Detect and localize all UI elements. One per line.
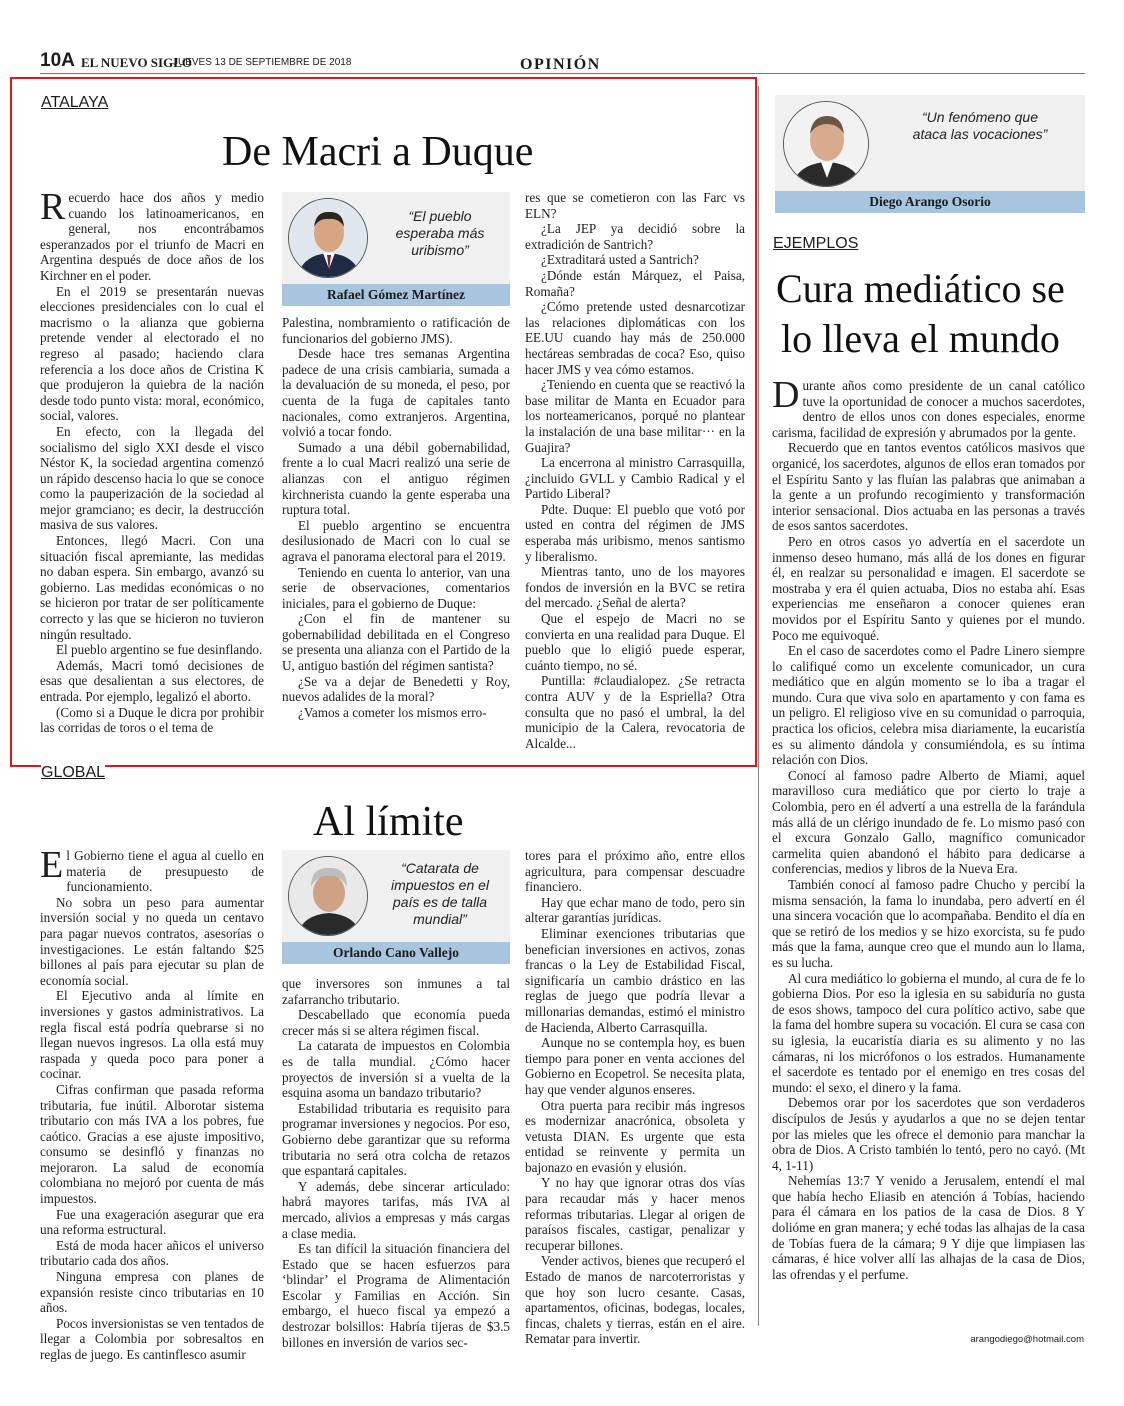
paragraph: La catarata de impuestos en Colombia es de talla mundial. ¿Cómo hacer proyectos de inversión si a vuelta de la esquina asoma un bandazo tributario?: [282, 1038, 510, 1101]
paragraph: Pocos inversionistas se ven tentados de llegar a Colombia por sobresaltos en reglas de juego. Es cantinflesco asumir: [40, 1315, 264, 1362]
paragraph: Está de moda hacer añicos el universo tributario cada dos años.: [40, 1237, 264, 1269]
paragraph: Que el espejo de Macri no se convierta en una realidad para Duque. El pueblo que lo eligió puede esperar, cuánto tiempo, no sé.: [525, 611, 745, 673]
paragraph: En el caso de sacerdotes como el Padre Linero siempre lo califiqué como un excelente comunicador, un cura mediático que en algún momento se lo iba a tragar el mundo. Cura que viva solo en apartamento y con fama es un peligro. El religioso vive en su comunidad o parroquia, practica los oficios, celebra misa diariamente, la eucaristía es su alimento dándola y consumiéndola, es su íntima relación con Dios.: [772, 643, 1085, 768]
atalaya-kicker: ATALAYA: [41, 94, 109, 111]
atalaya-column-3: [525, 190, 745, 751]
paragraph: ¿Teniendo en cuenta que se reactivó la base militar de Manta en Ecuador para los norteamericanos, porqué no plantear la instalación de una base militar··· en la Guajira?: [525, 377, 745, 455]
author-photo: [288, 856, 368, 936]
paragraph: El pueblo argentino se encuentra desilusionado de Macri con lo cual se agrava el panorama electoral para el 2019.: [282, 517, 510, 564]
paragraph: ¿Extraditará usted a Santrich?: [541, 252, 699, 268]
atalaya-dropcap: R: [40, 186, 66, 228]
paragraph: Entonces, llegó Macri. Con una situación fiscal apremiante, las medidas no daban espera. Sin embargo, avanzó su gobierno. Las medidas económicas o no se hicieron por tratar de ser políticamente correcto y las que se hicieron no tuvieron ningún resultado.: [40, 533, 264, 642]
ejemplos-title-line-2: lo lleva el mundo: [781, 316, 1060, 361]
global-column-2: [282, 976, 510, 1350]
page-number: 10A: [40, 50, 75, 71]
person-portrait-icon: [289, 857, 368, 936]
paragraph: que inversores son inmunes a tal zafarrancho tributario.: [282, 976, 510, 1007]
global-dropcap: E: [40, 844, 64, 886]
paragraph: Teniendo en cuenta lo anterior, van una serie de observaciones, comentarios iniciales, para el gobierno de Duque:: [282, 564, 510, 611]
paragraph: ¿Con el fin de mantener su gobernabilidad debilitada en el Congreso se presenta una alianza con el Partido de la U, antiguo bastión del régimen santista?: [282, 611, 510, 674]
global-col1-p1: El Gobierno tiene el agua al cuello en materia de presupuesto de funcionamiento.: [40, 844, 264, 895]
paragraph: Hay que echar mano de todo, pero sin alterar garantías jurídicas.: [525, 894, 745, 926]
paragraph: El pueblo argentino se fue desinflando.: [56, 642, 263, 658]
atalaya-pull-quote: “El pueblo esperaba más uribismo”: [395, 208, 485, 258]
global-column-3: [525, 848, 745, 1347]
newspaper-name: EL NUEVO SIGLO: [81, 55, 192, 70]
atalaya-author-box: [282, 192, 510, 306]
paragraph: Puntilla: #claudialopez. ¿Se retracta contra AUV y de la Espriella? Otra consulta que no pasó el umbral, la del municipio de la Calera, revocatoria de Alcalde...: [525, 673, 745, 751]
paragraph: tores para el próximo año, entre ellos agricultura, para compensar descuadre financiero.: [525, 848, 745, 895]
ejemplos-pull-quote: “Un fenómeno que ataca las vocaciones”: [912, 109, 1048, 142]
atalaya-column-2: [282, 315, 510, 720]
global-title: Al límite: [313, 799, 464, 845]
paragraph: Y no hay que ignorar otras dos vías para recaudar más y hacer menos reformas tributarias. Llegar al origen de paraísos fiscales, castigar, penalizar y recuperar billones.: [525, 1175, 745, 1253]
paragraph: Sumado a una débil gobernabilidad, frente a lo cual Macri realizó una serie de alianzas con el antiguo régimen kirchnerista cuando la gente esperaba una ruptura total.: [282, 439, 510, 518]
global-author-box: [282, 850, 510, 964]
paragraph: Desde hace tres semanas Argentina padece de una crisis cambiaria, sumada a la devaluación de su moneda, el peso, por cuenta de la fuga de capitales tanto nacionales, como extranjeros. Argentina, volvió a tocar fondo.: [282, 346, 510, 440]
author-photo: [783, 101, 869, 187]
paragraph: Vender activos, bienes que recuperó el Estado de manos de narcoterroristas y que hoy son lucro cesante. Casas, apartamentos, oficinas, bodegas, locales, fincas, chalets y tierras, están en el aire. Rematar para invertir.: [525, 1253, 745, 1347]
ejemplos-author-name: Diego Arango Osorio: [775, 191, 1085, 213]
atalaya-col1-p1: Recuerdo hace dos años y medio cuando los latinoamericanos, en general, nos encontrábamos esperanzados por el triunfo de Macri en Argentina después de doce años de los Kirchner en el poder.: [40, 186, 264, 283]
section-title: OPINIÓN: [520, 56, 601, 73]
global-pull-quote: “Catarata de impuestos en el país es de talla mundial”: [390, 860, 490, 927]
paragraph: Al cura mediático lo gobierna el mundo, al cura de fe lo gobierna Dios. Por eso la iglesia en su sabiduría no gusta de esos shows, tampoco del cura político activo, sabe que la fama del hombre supera su vocación. El cura se casa con su iglesia, la eucaristía diaria es su alimento y no las cámaras, ni los micrófonos o los estrados. Humanamente el sacerdote es tentado por el enemigo en tres cosas del mundo: el sexo, el dinero y la fama.: [772, 970, 1085, 1095]
author-email: arangodiego@hotmail.com: [970, 1334, 1084, 1345]
global-column-1: [40, 844, 264, 1363]
ejemplos-column: [772, 374, 1085, 1282]
paragraph: Aunque no se contempla hoy, es buen tiempo para poner en venta acciones del Gobierno en Ecopetrol. Se necesita plata, hay que vender algunos enseres.: [525, 1035, 745, 1097]
person-portrait-icon: [784, 102, 869, 187]
paragraph: res que se cometieron con las Farc vs ELN?: [525, 190, 745, 221]
paragraph: Cifras confirman que pasada reforma tributaria, fue inútil. Alborotar sistema tributario con más IVA a los pobres, fue caótico. Gracias a ese ajuste impositivo, consumo se desinfló y finanzas no mejoraron. La salud de economía colombiana no mejoró por cuenta de más impuestos.: [40, 1081, 264, 1207]
author-photo: [288, 198, 368, 278]
paragraph: Pdte. Duque: El pueblo que votó por usted en contra del régimen de JMS esperaba más uribismo, menos santismo y liberalismo.: [525, 501, 745, 564]
paragraph: Eliminar exenciones tributarias que benefician inversiones en activos, zonas francas o la Ley de Estabilidad Fiscal, significaría un cambio drástico en las reglas de juego que podría llevar a millonarias demandas, estimó el ministro de Hacienda, Alberto Carrasquilla.: [525, 925, 745, 1035]
ejemplos-title-line-1: Cura mediático se: [776, 266, 1065, 311]
paragraph: Ninguna empresa con planes de expansión resiste cinco tributarias en 10 años.: [40, 1269, 264, 1316]
paragraph: Y además, debe sincerar articulado: habrá mayores tarifas, más IVA al mercado, alivios a empresas y más cargas a clase media.: [282, 1178, 510, 1241]
paragraph: Nehemías 13:7 Y venido a Jerusalem, entendí el mal que había hecho Eliasib en atención á Tobías, haciendo para él cámara en los patios de la casa de Dios. 8 Y dolióme en gran manera; y eché todas las alhajas de la casa de Tobías fuera de la cámara; 9 Y dije que limpiasen las cámaras, é hice volver allí las alhajas de la casa de Dios, las ofrendas y el perfume.: [772, 1173, 1085, 1282]
paragraph: Conocí al famoso padre Alberto de Miami, aquel maravilloso cura mediático que por cierto lo traje a Colombia, pero en él advertí a una estrella de la farándula más allá de un clérigo inundado de fe. Lo mismo pasó con el excura Gonzalo Gallo, magnífico comunicador carmelita quien abandonó el hábito para dedicarse a conferencias, medios y libros de la Nueva Era.: [772, 767, 1085, 877]
paragraph: Descabellado que economía pueda crecer más si se altera régimen fiscal.: [282, 1007, 510, 1038]
issue-date: JUEVES 13 DE SEPTIEMBRE DE 2018: [173, 57, 352, 68]
paragraph: Pero en otros casos yo advertía en el sacerdote un inmenso deseo humano, más allá de los dones en figurar él, en realzar su personalidad e imagen. El sacerdote se mostraba y era él quien actuaba, Dios no estaba ahí. Esas experiencias me enseñaron a conocer quienes eran movidos por el Espíritu Santo y quienes por el mundo. Poco me equivoqué.: [772, 533, 1085, 643]
paragraph: Palestina, nombramiento o ratificación de funcionarios del gobierno JMS).: [282, 315, 510, 346]
paragraph: (Como si a Duque le dicra por prohibir las corridas de toros o el tema de: [40, 704, 264, 736]
person-portrait-icon: [289, 199, 368, 278]
paragraph: Además, Macri tomó decisiones de esas que desalientan a sus electores, de entrada. Por ejemplo, legalizó el aborto.: [40, 657, 264, 704]
paragraph: Fue una exageración asegurar que era una reforma estructural.: [40, 1206, 264, 1238]
paragraph: La encerrona al ministro Carrasquilla, ¿incluido GVLL y Cambio Radical y el Partido Liberal?: [525, 455, 745, 502]
paragraph: Otra puerta para recibir más ingresos es modernizar anacrónica, obsoleta y vetusta DIAN. Es urgente que esta entidad se reinvente y permita un bajonazo en evasión y elusión.: [525, 1097, 745, 1175]
paragraph: ¿Vamos a cometer los mismos erro-: [298, 704, 487, 720]
paragraph: ¿Se va a dejar de Benedetti y Roy, nuevos adalides de la moral?: [282, 673, 510, 705]
paragraph: No sobra un peso para aumentar inversión social y no queda un centavo para pagar nuevos contratos, asesorías o investigaciones. Le están faltando $25 billones al país para ejecutar su plan de economía social.: [40, 894, 264, 988]
paragraph: ¿La JEP ya decidió sobre la extradición de Santrich?: [525, 221, 745, 252]
atalaya-author-name: Rafael Gómez Martínez: [282, 284, 510, 306]
global-kicker: GLOBAL: [41, 764, 106, 781]
header-rule: [40, 73, 1085, 74]
paragraph: En el 2019 se presentarán nuevas elecciones presidenciales con lo cual el macrismo o la alianza que gobierna pretende vender al electorado el no regreso al pasado; haciendo clara referencia a los doce años de Cristina K que produjeron la quiebra de la nación desde todo punto vista: moral, económico, social, valores.: [40, 283, 264, 424]
paragraph: Mientras tanto, uno de los mayores fondos de inversión en la BVC se retira del mercado. ¿Señal de alerta?: [525, 564, 745, 611]
global-author-name: Orlando Cano Vallejo: [282, 942, 510, 964]
ejemplos-p1: Durante años como presidente de un canal católico tuve la oportunidad de conocer a muchos sacerdotes, dentro de ellos unos con dones especiales, enorme carisma, facilidad de expresión y abrumados por la gente.: [772, 374, 1085, 440]
paragraph: El Ejecutivo anda al límite en inversiones y gastos administrativos. La regla fiscal está podría quebrarse si no llegan nuevos ingresos. La olla está muy raspada y queda poco para poner a cocinar.: [40, 988, 264, 1082]
paragraph: ¿Dónde están Márquez, el Paisa, Romaña?: [525, 267, 745, 299]
paragraph: Estabilidad tributaria es requisito para programar inversiones y negocios. Por eso, Gobierno debe garantizar que su reforma tributaria no será otra colcha de retazos que espantará capitales.: [282, 1100, 510, 1179]
column-divider: [758, 86, 759, 1326]
paragraph: Recuerdo que en tantos eventos católicos masivos que organicé, los sacerdotes, algunos de ellos eran tomados por el Espíritu Santo y las fluían las palabras que animaban a la gente a un profundo recogimiento y transformación interior sensacional. Dios actuaba en las personas a través de esos santos sacerdotes.: [772, 440, 1085, 534]
ejemplos-kicker: EJEMPLOS: [773, 235, 859, 252]
paragraph: Debemos orar por los sacerdotes que son verdaderos discípulos de Jesús y ayudarlos a que no se dejen tentar por las mieles que les ofrece el demonio para manchar la obra de Dios. A Cristo también lo tentó, pero no cayó. (Mt 4, 1-11): [772, 1095, 1085, 1173]
paragraph: También conocí al famoso padre Chucho y percibí la misma sensación, la fama lo inundaba, pero advertí en él una sincera vocación que lo acompañaba. Bendito el día en que se retiró de los medios y se hizo exorcista, su fe pudo más que la fama, aunque creo que el mundo aun lo llama, es su lucha.: [772, 877, 1085, 970]
paragraph: En efecto, con la llegada del socialismo del siglo XXI desde el visco Néstor K, la sociedad argentina comenzó un rápido descenso hacia lo que se conoce como la pauperización de la sociedad al mejor gramciano; es decir, la destrucción masiva de sus valores.: [40, 423, 264, 533]
paragraph: Es tan difícil la situación financiera del Estado que se hacen esfuerzos para ‘blindar’ el Programa de Alimentación Escolar y Familias en Acción. Sin embargo, el hueco fiscal ya empezó a destrozar bolsillos: Habría tijeras de $3.5 billones en inversión de varios sec-: [282, 1241, 510, 1350]
paragraph: ¿Cómo pretende usted desnarcotizar las relaciones diplomáticas con los EE.UU cuando hay más de 250.000 hectáreas sembradas de coca? Eso, quiso hacer JMS y vea cómo estamos.: [525, 299, 745, 377]
atalaya-title: De Macri a Duque: [222, 129, 534, 175]
ejemplos-author-box: [775, 95, 1085, 213]
atalaya-column-1: [40, 186, 264, 736]
ejemplos-dropcap: D: [772, 374, 800, 416]
